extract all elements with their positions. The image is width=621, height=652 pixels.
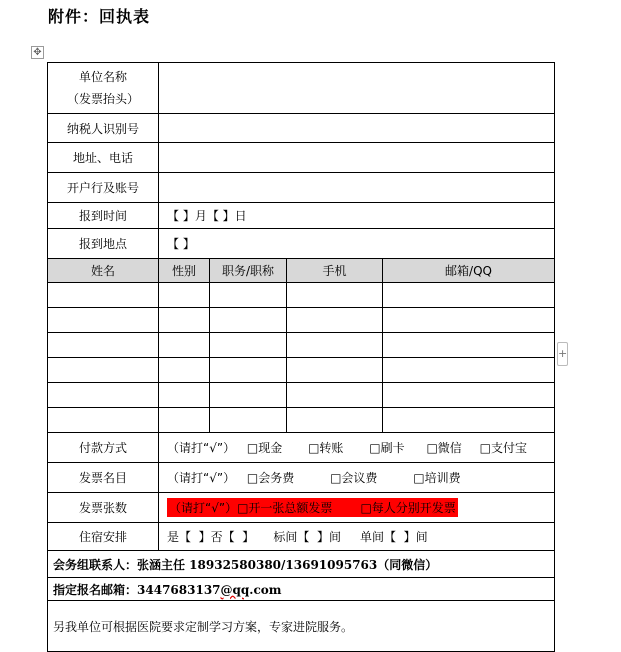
attendee-cell[interactable] — [159, 358, 210, 383]
attendee-cell[interactable] — [210, 333, 287, 358]
attendee-cell[interactable] — [210, 358, 287, 383]
bank-account-field[interactable] — [159, 173, 555, 203]
unit-name-label: 单位名称 （发票抬头） — [48, 63, 159, 114]
attendee-cell[interactable] — [383, 383, 555, 408]
invoice-item-label: 发票名目 — [48, 463, 159, 493]
payment-option-wechat[interactable]: □微信 — [426, 441, 462, 455]
attendee-cell[interactable] — [383, 308, 555, 333]
payment-option-cash[interactable]: □现金 — [246, 441, 283, 455]
attendee-row — [48, 283, 555, 308]
payment-option-alipay[interactable]: □支付宝 — [479, 441, 527, 455]
attendee-header-row — [48, 259, 555, 283]
address-phone-label: 地址、电话 — [48, 143, 159, 173]
attendee-cell[interactable] — [210, 283, 287, 308]
email-value-suffix[interactable]: .com — [249, 583, 282, 597]
invoice-count-hint: （请打“√”） — [169, 501, 238, 515]
note-line: 另我单位可根据医院要求定制学习方案，专家进院服务。 — [48, 601, 555, 652]
attendee-cell[interactable] — [287, 283, 383, 308]
table-move-handle-icon[interactable]: ✥ — [31, 46, 44, 59]
invoice-count-label: 发票张数 — [48, 493, 159, 523]
invoice-count-options — [159, 493, 555, 523]
attendee-row — [48, 308, 555, 333]
attendee-cell[interactable] — [383, 333, 555, 358]
invoice-item-hint: （请打“√”） — [167, 471, 236, 485]
attendee-row — [48, 408, 555, 433]
invoice-option-conference-service[interactable]: □会务费 — [246, 471, 295, 485]
attendee-cell[interactable] — [210, 383, 287, 408]
attendee-cell[interactable] — [210, 408, 287, 433]
email-value-domain[interactable]: @qq — [220, 583, 250, 597]
report-time-label: 报到时间 — [48, 203, 159, 229]
attendee-cell[interactable] — [48, 333, 159, 358]
attendee-cell[interactable] — [287, 383, 383, 408]
taxpayer-id-field[interactable] — [159, 114, 555, 143]
payment-option-card[interactable]: □刷卡 — [369, 441, 405, 455]
attendee-cell[interactable] — [287, 308, 383, 333]
attendee-cell[interactable] — [48, 308, 159, 333]
header-email: 邮箱/QQ — [383, 259, 555, 283]
header-gender: 性别 — [159, 259, 210, 283]
lodging-label: 住宿安排 — [48, 523, 159, 551]
invoice-item-options — [159, 463, 555, 493]
email-label: 指定报名邮箱： — [53, 583, 138, 597]
attendee-cell[interactable] — [287, 358, 383, 383]
payment-hint: （请打“√”） — [167, 441, 236, 455]
attendee-cell[interactable] — [287, 333, 383, 358]
attendee-cell[interactable] — [48, 383, 159, 408]
attendee-cell[interactable] — [159, 408, 210, 433]
attendee-row — [48, 333, 555, 358]
header-name: 姓名 — [48, 259, 159, 283]
attendee-cell[interactable] — [159, 308, 210, 333]
bank-account-label: 开户行及账号 — [48, 173, 159, 203]
attendee-cell[interactable] — [48, 283, 159, 308]
attendee-cell[interactable] — [48, 358, 159, 383]
attendee-row — [48, 358, 555, 383]
invoice-count-option-single[interactable]: □开一张总额发票 — [237, 501, 333, 515]
report-place-field[interactable]: 【 】 — [159, 229, 555, 259]
header-phone: 手机 — [287, 259, 383, 283]
invoice-option-meeting[interactable]: □会议费 — [330, 471, 378, 485]
email-value-prefix[interactable]: 3447683137 — [137, 583, 221, 597]
add-row-handle-icon[interactable]: + — [557, 342, 568, 366]
attendee-row — [48, 383, 555, 408]
report-time-field[interactable]: 【 】月【 】日 — [159, 203, 555, 229]
attendee-cell[interactable] — [159, 383, 210, 408]
attendee-cell[interactable] — [383, 358, 555, 383]
attendee-cell[interactable] — [383, 283, 555, 308]
report-place-label: 报到地点 — [48, 229, 159, 259]
invoice-count-option-each[interactable]: □每人分别开发票 — [360, 501, 456, 515]
payment-label: 付款方式 — [48, 433, 159, 463]
unit-name-field[interactable] — [159, 63, 555, 114]
header-title: 职务/职称 — [210, 259, 287, 283]
email-line — [48, 578, 555, 601]
taxpayer-id-label: 纳税人识别号 — [48, 114, 159, 143]
address-phone-field[interactable] — [159, 143, 555, 173]
attendee-cell[interactable] — [287, 408, 383, 433]
invoice-option-training[interactable]: □培训费 — [413, 471, 461, 485]
payment-options — [159, 433, 555, 463]
attendee-cell[interactable] — [159, 283, 210, 308]
contact-line: 会务组联系人：张涵主任 18932580380/13691095763（同微信） — [48, 551, 555, 578]
attendee-cell[interactable] — [210, 308, 287, 333]
page-title: 附件：回执表 — [48, 7, 151, 26]
attendee-cell[interactable] — [159, 333, 210, 358]
attendee-cell[interactable] — [48, 408, 159, 433]
attendee-cell[interactable] — [383, 408, 555, 433]
payment-option-transfer[interactable]: □转账 — [308, 441, 344, 455]
invoice-count-highlight — [167, 498, 458, 517]
lodging-field[interactable]: 是【 】否【 】 标间【 】间 单间【 】间 — [159, 523, 555, 551]
receipt-form-table — [47, 62, 555, 652]
